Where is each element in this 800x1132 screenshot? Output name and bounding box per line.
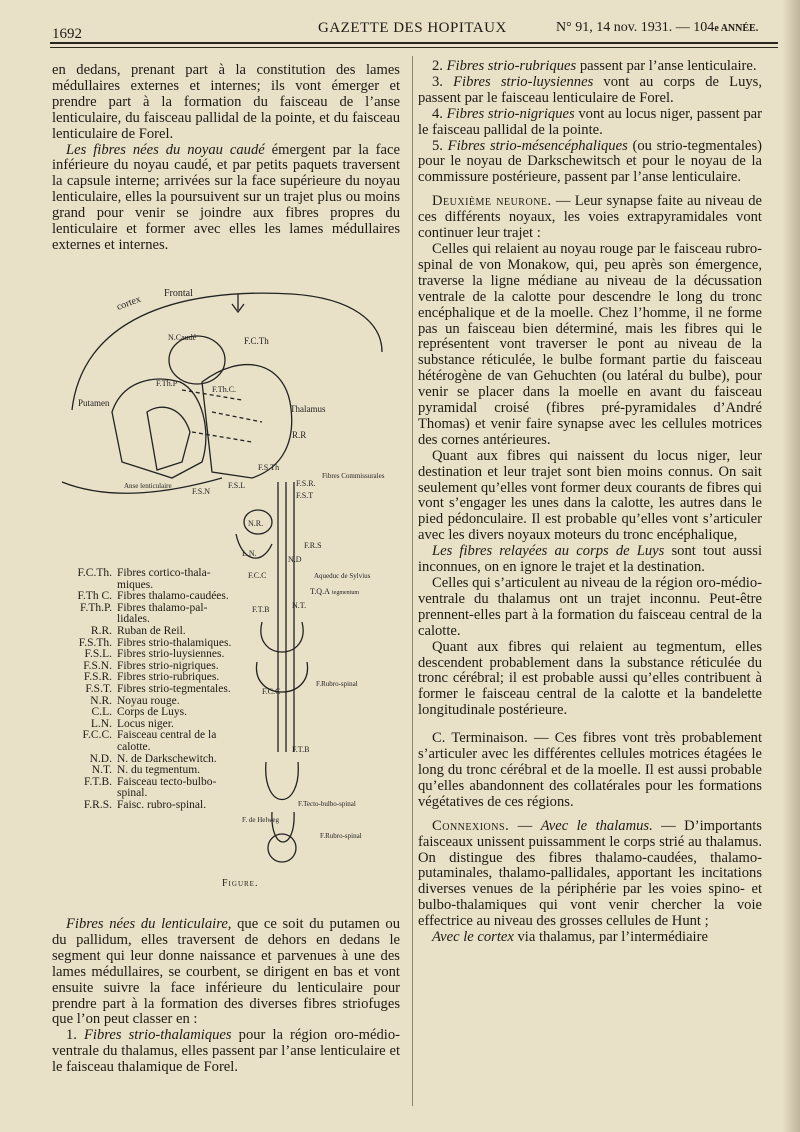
dash: —: [509, 817, 541, 834]
legend-row: [66, 777, 236, 800]
legend-row: [66, 603, 236, 626]
section-heading: Connexions.: [432, 817, 510, 834]
page-number: 1692: [52, 26, 82, 42]
label-n-caude: N.Caudé: [168, 333, 197, 342]
label-nd: N.D: [288, 555, 302, 564]
legend-row: [66, 707, 236, 719]
legend-description: Fibres strio-rubriques.: [117, 671, 220, 684]
paragraph: Quant aux fibres qui naissent du locus niger, leur destination et leur trajet sont bien moins connus. On sait seulement qu’elles vont former deux courants de fibres qui vont s’engager les unes dans la calotte, les autres dans le pied pédonculaire. Il est probable qu’elles vont s’articuler avec les divers noyaux moteurs du tronc encéphalique,: [418, 447, 762, 544]
label-tqa: T.Q.A: [310, 587, 330, 596]
figure-caption: Figure.: [222, 878, 259, 889]
right-column: [418, 59, 762, 946]
issue-date: N° 91, 14 nov. 1931. — 104: [556, 20, 715, 35]
label-fcc-2: F.C.C: [262, 687, 281, 696]
legend-description: Corps de Luys.: [117, 706, 187, 719]
emphasis: Fibres strio-rubriques: [446, 58, 577, 74]
section-heading: Deuxième neurone.: [432, 193, 552, 210]
list-text: (ou strio-tegmentales) pour le noyau de Darkschewitsch et pour le noyau de la commissure postérieure, passent par l’anse lenticulaire.: [418, 137, 762, 186]
label-f-rubro-2: F.Rubro-spinal: [320, 832, 362, 840]
emphasis: Fibres strio-luysiennes: [453, 73, 594, 90]
medulla-outline: [266, 762, 299, 842]
legend-description: Locus niger.: [117, 717, 174, 730]
paragraph: Quant aux fibres qui relaient au tegmentum, elles descendent probablement dans la substance réticulée du tronc cérébral; il est probable aussi qu’elles contribuent à former le faisceau central de la calotte et la bandelette longitudinale postérieure.: [418, 638, 762, 719]
legend-description: Fibres strio-nigriques.: [117, 659, 219, 672]
paragraph: [52, 143, 400, 254]
paragraph-text: via thalamus, par l’intermédiaire: [513, 929, 708, 946]
label-aqueduc: Aqueduc de Sylvius: [314, 572, 371, 580]
label-nt: N.T.: [292, 601, 307, 610]
legend-description: Fibres strio-thalamiques.: [117, 636, 232, 649]
list-item: [418, 107, 762, 139]
legend-description: Faisceau tecto-bulbo-spinal.: [117, 775, 217, 800]
caudate-nucleus: [169, 336, 225, 384]
legend-abbreviation: F.S.T.: [85, 682, 112, 695]
label-cortex: cortex: [115, 293, 143, 313]
left-column-top: [52, 63, 400, 254]
thalamus-outline: [202, 365, 292, 478]
putamen-outline: [112, 379, 206, 478]
brainstem-tracts: [278, 482, 294, 752]
label-fsth: F.S.Th: [258, 463, 280, 472]
emphasis: Fibres strio-mésencéphaliques: [447, 137, 628, 154]
list-item: [52, 1028, 400, 1076]
legend-abbreviation: F.S.N.: [83, 659, 112, 672]
legend-abbreviation: F.S.R.: [83, 671, 112, 684]
legend-abbreviation: F.T.B.: [84, 775, 112, 788]
label-putamen: Putamen: [78, 398, 110, 408]
label-tegmentum: tegmentum: [332, 590, 359, 596]
legend-description: Faisceau central de la calotte.: [117, 729, 217, 753]
label-fst: F.S.T: [296, 491, 314, 500]
cortex-arrow: [232, 294, 244, 312]
label-frs: F.R.S: [304, 541, 322, 550]
label-fsn: F.S.N: [192, 487, 211, 496]
emphasis: Fibres nées du lenticulaire,: [66, 916, 232, 932]
paragraph: [418, 930, 762, 946]
label-fibres-commissurales: Fibres Commissurales: [322, 472, 385, 480]
section-paragraph: [418, 819, 762, 930]
list-text: vont au locus niger, passent par le faisceau pallidal de la pointe.: [418, 105, 762, 138]
issue-year-label: e ANNÉE.: [714, 23, 759, 34]
legend-description: Noyau rouge.: [117, 694, 180, 707]
legend-description: Fibres thalamo-pallidales.: [117, 601, 208, 626]
label-rr: R.R: [292, 430, 307, 440]
legend-row: [66, 626, 236, 638]
left-column-bottom: [52, 917, 400, 1076]
label-fthp: F.Th.P: [156, 379, 178, 388]
list-text: pour la région oro-médio-ventrale du thalamus, elles passent par l’anse lenticulaire et le faisceau thalamique de Forel.: [52, 1027, 401, 1076]
label-nr: N.R.: [248, 519, 264, 528]
label-f-tecto: F.Tecto-bulbo-spinal: [298, 800, 356, 808]
legend-abbreviation: N.T.: [91, 764, 112, 777]
list-item: [418, 139, 762, 187]
legend-row: [66, 649, 236, 661]
paragraph: [52, 917, 400, 1028]
legend-abbreviation: F.Th.P.: [80, 601, 112, 614]
emphasis: Fibres strio-nigriques: [446, 105, 575, 122]
legend-abbreviation: N.D.: [89, 752, 112, 765]
list-number: 3.: [432, 73, 454, 90]
legend-abbreviation: F.C.Th.: [77, 567, 112, 579]
label-fsr: F.S.R.: [296, 479, 316, 488]
list-item: [418, 75, 762, 107]
list-number: 4.: [432, 105, 447, 122]
header-rule: [50, 42, 778, 44]
legend-abbreviation: N.R.: [90, 694, 112, 707]
legend-abbreviation: F.R.S.: [83, 798, 112, 811]
legend-abbreviation: F.S.L.: [84, 648, 112, 661]
label-frontal: Frontal: [164, 288, 193, 299]
list-item: [418, 59, 762, 75]
paragraph: Celles qui relaient au noyau rouge par le faisceau rubro-spinal de von Monakow, qui, peu après son émergence, traverse la ligne médiane au niveau de la décussation ventrale de la calotte pour descendre le long du tronc encéphalique et de la moelle. Chez l’homme, il ne forme pas un faisceau bien déterminé, mais les fibres qui le représentent vont traverser le pont au niveau de la substance réticulée, le bulbe formant partie du faisceau hétérogène de van Gehuchten (ou latéral du bulbe), pour venir se placer dans la moelle en avant du faisceau pyramidal croisé (fibres pré-pyramidales d’André Thomas) et venir faire synapse avec les cellules motrices des cornes antérieures.: [418, 240, 762, 448]
label-ftb: F.T.B: [252, 605, 270, 614]
label-ln: L.N.: [242, 549, 257, 558]
legend-description: Fibres strio-tegmentales.: [117, 682, 231, 695]
legend-abbreviation: C.L.: [91, 706, 112, 719]
header-rule-thin: [50, 47, 778, 48]
pons-outline: [256, 622, 307, 692]
list-text: passent par l’anse lenticulaire.: [576, 58, 757, 74]
paragraph: en dedans, prenant part à la constitution des lames médullaires externes et internes; ils vont émerger et prendre part à la formation du faisceau de l’anse lenticulaire, du faisceau pallidal de la pointe, et du faisceau lenticulaire de Forel.: [52, 62, 400, 142]
paragraph-text: — Ces fibres vont très probablement s’articuler avec les différentes cellules motrices étagées le long du tronc cérébral et de la moelle. Il est aussi probable qu’elles abandonnent des collatérales pour les formations végétatives de ces régions.: [418, 730, 763, 810]
legend-row: [66, 730, 236, 753]
journal-title: GAZETTE DES HOPITAUX: [318, 20, 507, 36]
list-number: 5.: [432, 137, 448, 154]
paragraph-text: émergent par la face inférieure du noyau caudé, et par petits paquets traversent la capsule interne; arrivées sur la face supérieure du noyau lenticulaire, elles la poursuivent sur un trajet plus ou moins grand pour venir se joindre aux fibres propres du lenticulaire et former avec elles les lames médullaires externes et internes.: [52, 141, 400, 253]
legend-abbreviation: R.R.: [90, 624, 112, 637]
legend-abbreviation: L.N.: [90, 717, 112, 730]
pallidum-outline: [147, 407, 190, 470]
section-heading: C. Terminaison.: [432, 730, 528, 747]
legend-description: Fibres cortico-thalamiques.: [117, 567, 211, 591]
emphasis: Les fibres nées du noyau caudé: [66, 141, 265, 158]
label-ftb-2: F.T.B: [292, 745, 310, 754]
spinal-cord-section: [268, 834, 296, 862]
emphasis: Fibres strio-thalamiques: [84, 1027, 232, 1044]
emphasis: Avec le thalamus.: [540, 817, 653, 834]
paragraph-text: sont tout aussi inconnues, on en ignore le trajet et la destination.: [418, 543, 762, 576]
list-number: 2.: [432, 58, 447, 74]
label-fct: F.C.Th: [244, 336, 269, 346]
legend-description: Fibres strio-luysiennes.: [117, 648, 225, 661]
fibre-paths: [182, 390, 262, 442]
label-f-helweg: F. de Helweg: [242, 816, 279, 824]
issue-info: [556, 20, 758, 36]
legend-abbreviation: F.C.C.: [82, 729, 112, 742]
column-separator: [412, 56, 413, 1106]
paragraph-text: — D’importants faisceaux unissent puissamment le corps strié au thalamus. On distingue des fibres thalamo-caudées, thalamo-putaminales, thalamo-pallidales, apportant les incitations diverses venues de la périphérie par les voies spino- et bulbo-thalamiques qui vont venir chercher la voie effectrice au niveau des grosses cellules de Hunt ;: [418, 817, 762, 930]
label-fcc: F.C.C: [248, 571, 267, 580]
label-fthc: F.Th.C.: [212, 385, 237, 394]
label-fsl: F.S.L: [228, 481, 246, 490]
legend-abbreviation: F.Th C.: [77, 590, 112, 603]
legend-description: Faisc. rubro-spinal.: [117, 798, 207, 811]
section-paragraph: [418, 194, 762, 242]
list-text: vont au corps de Luys, passent par le faisceau lenticulaire de Forel.: [418, 73, 762, 106]
label-f-rubro: F.Rubro-spinal: [316, 680, 358, 688]
legend-row: [66, 684, 236, 696]
legend-description: Ruban de Reil.: [117, 624, 186, 637]
legend-row: [66, 765, 236, 777]
paragraph-text: que ce soit du putamen ou du pallidum, elles traversent de dehors en dedans le segment qui leur donne naissance et parvenues à une des lames médullaires, se courbent, se dirigent en bas et vont ensuite suivre la face inférieure du lenticulaire pour prendre part à la formation des diverses fibres striofuges que l’on peut classer en :: [52, 916, 400, 1028]
legend-description: N. du tegmentum.: [117, 764, 201, 777]
legend-description: Fibres thalamo-caudées.: [117, 590, 229, 603]
paragraph-text: — Leur synapse faite au niveau de ces différents noyaux, les voies extrapyramidales vont continuer leur trajet :: [418, 193, 762, 242]
legend-description: N. de Darkschewitch.: [117, 752, 217, 765]
anatomical-figure: [52, 282, 402, 894]
legend-abbreviation: F.S.Th.: [78, 636, 112, 649]
page-edge-shadow: [782, 0, 800, 1132]
emphasis: Les fibres relayées au corps de Luys: [432, 543, 665, 560]
paragraph: [418, 544, 762, 576]
figure-legend: [66, 568, 236, 811]
emphasis: Avec le cortex: [432, 929, 514, 946]
section-paragraph: [418, 731, 762, 811]
label-thalamus: Thalamus: [290, 404, 326, 414]
label-anse: Anse lenticulaire: [124, 482, 172, 490]
legend-row: [66, 800, 236, 812]
paragraph: Celles qui s’articulent au niveau de la région oro-médio-ventrale du thalamus ont un trajet inconnu. Peut-être prennent-elles part à la formation du faisceau central de la calotte.: [418, 575, 762, 639]
list-number: 1.: [66, 1027, 84, 1044]
legend-row: [66, 568, 236, 591]
